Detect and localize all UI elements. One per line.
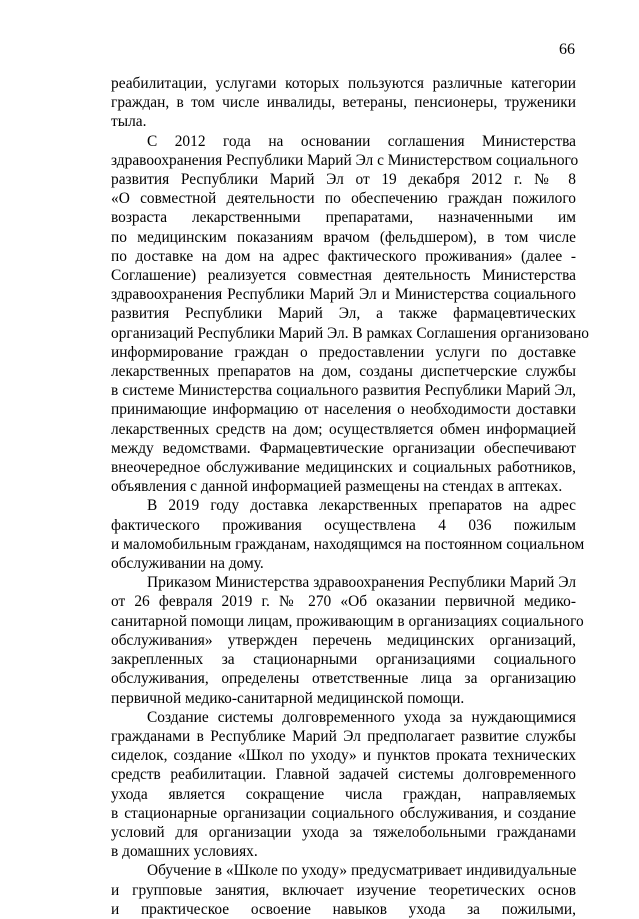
text-line: и маломобильным гражданам, находящимся на постоянном социальном [111, 535, 585, 553]
text-line: Приказом Министерства здравоохранения Республики Марий Эл [147, 574, 576, 592]
paragraph [111, 573, 584, 707]
text-line: ухода является сокращение числа граждан, направляемых [111, 785, 576, 803]
text-line: и практическое освоение навыков ухода за пожилыми, [111, 900, 576, 918]
paragraph [111, 132, 589, 497]
text-line: и групповые занятия, включает изучение теоретических основ [111, 881, 576, 899]
text-line: лекарственных средств на дом; осуществляется обмен информацией [111, 420, 576, 438]
text-line: лекарственных препаратов на дом, созданы диспетчерские службы [111, 363, 576, 381]
text-line: закрепленных за стационарными организациями социального [111, 651, 576, 669]
text-line: обслуживания, определены ответственные лица за организацию [111, 670, 576, 688]
document-body [111, 74, 589, 919]
text-line: в стационарные организации социального обслуживания, и создание [111, 804, 576, 822]
text-line: объявления с данной информацией размещены на стендах в аптеках. [111, 478, 563, 496]
text-line: первичной медико-санитарной медицинской помощи. [111, 689, 465, 707]
text-line: обслуживании на дому. [111, 555, 264, 573]
text-line: возраста лекарственными препаратами, назначенными им [111, 209, 576, 227]
text-line: средств реабилитации. Главной задачей системы долговременного [111, 766, 576, 784]
paragraph [111, 74, 576, 132]
text-line: здравоохранения Республики Марий Эл с Министерством социального [111, 151, 579, 169]
paragraph [111, 708, 576, 862]
text-line: Соглашение) реализуется совместная деятельность Министерства [111, 267, 576, 285]
text-line: организаций Республики Марий Эл. В рамках Соглашения организовано [111, 324, 589, 342]
text-line: принимающие информацию от населения о необходимости доставки [111, 401, 576, 419]
text-line: от 26 февраля 2019 г. № 270 «Об оказании первичной медико- [111, 593, 576, 611]
text-line: информирование граждан о предоставлении услуги по доставке [111, 343, 576, 361]
text-line: сиделок, создание «Школ по уходу» и пунктов проката технических [111, 747, 576, 765]
text-line: в системе Министерства социального развития Республики Марий Эл, [111, 382, 576, 400]
text-line: «О совместной деятельности по обеспечению граждан пожилого [111, 190, 576, 208]
text-line: Создание системы долговременного ухода за нуждающимися [147, 708, 576, 726]
text-line: Обучение в «Школе по уходу» предусматривает индивидуальные [147, 862, 577, 880]
text-line: развития Республики Марий Эл, а также фармацевтических [111, 305, 576, 323]
text-line: санитарной помощи лицам, проживающим в организациях социального [111, 612, 584, 630]
page-number: 66 [559, 41, 575, 58]
text-line: по медицинским показаниям врачом (фельдшером), в том числе [111, 228, 576, 246]
text-line: развития Республики Марий Эл от 19 декабря 2012 г. № 8 [111, 171, 576, 189]
text-line: по доставке на дом на адрес фактического проживания» (далее - [111, 247, 576, 265]
text-line: обслуживания» утвержден перечень медицинских организаций, [111, 631, 576, 649]
text-line: граждан, в том числе инвалиды, ветераны, пенсионеры, труженики [111, 94, 576, 112]
text-line: В 2019 году доставка лекарственных препаратов на адрес [147, 497, 576, 515]
text-line: гражданами в Республике Марий Эл предполагает развитие службы [111, 727, 576, 745]
text-line: С 2012 года на основании соглашения Министерства [147, 132, 576, 150]
text-line: между ведомствами. Фармацевтические организации обеспечивают [111, 439, 576, 457]
text-line: внеочередное обслуживание медицинских и социальных работников, [111, 459, 576, 477]
text-line: в домашних условиях. [111, 843, 258, 861]
paragraph [111, 861, 576, 919]
text-line: реабилитации, услугами которых пользуются различные категории [111, 75, 576, 92]
text-line: фактического проживания осуществлена 4 036 пожилым [111, 516, 576, 534]
text-line: здравоохранения Республики Марий Эл и Министерства социального [111, 286, 576, 304]
paragraph [111, 496, 585, 573]
text-line: условий для организации ухода за тяжелобольными гражданами [111, 823, 576, 841]
text-line: тыла. [111, 113, 147, 131]
